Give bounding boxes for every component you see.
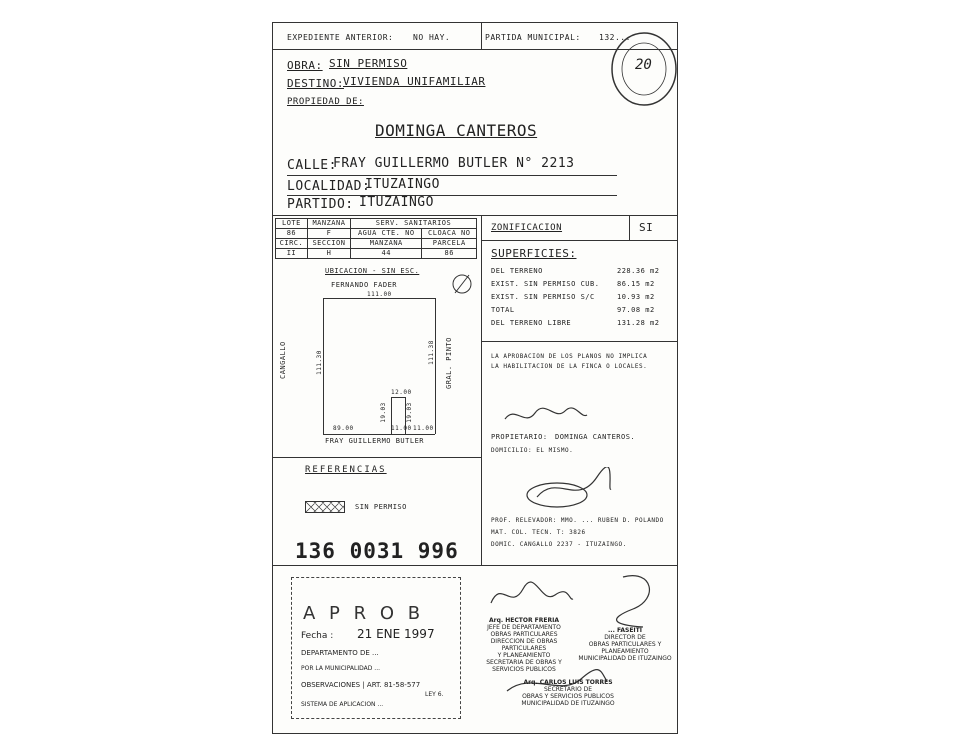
left-street: CANGALLO — [279, 341, 287, 379]
dim-bottom-3: 11.00 — [413, 425, 434, 432]
destino-label: DESTINO: — [287, 77, 344, 90]
superficie-label: DEL TERRENO — [491, 267, 543, 275]
official3-line: OBRAS Y SERVICIOS PUBLICOS — [522, 693, 614, 700]
official2-line: ... FASEITI — [608, 627, 642, 634]
official1-line: SERVICIOS PUBLICOS — [492, 666, 556, 673]
manzana-value: F — [307, 229, 350, 239]
propiedad-label: PROPIEDAD DE: — [287, 97, 364, 107]
destino-value: VIVIENDA UNIFAMILIAR — [343, 75, 486, 88]
approval-line-b: OBSERVACIONES | ART. 81-58-577 — [301, 681, 421, 689]
profesional-line-3: DOMIC. CANGALLO 2237 - ITUZAINGO. — [491, 541, 627, 548]
dim-bottom-1: 89.00 — [333, 425, 354, 432]
superficie-value: 131.28 m2 — [617, 319, 660, 327]
manzana2-value: 44 — [351, 249, 422, 259]
disclaimer-line-1: LA APROBACION DE LOS PLANOS NO IMPLICA — [491, 353, 648, 360]
approval-word: A P R O B — [303, 603, 425, 624]
manzana2-header: MANZANA — [351, 239, 422, 249]
circ-header: CIRC. — [276, 239, 308, 249]
lote-value: 86 — [276, 229, 308, 239]
zonificacion-label: ZONIFICACION — [491, 223, 563, 233]
official2-signature — [593, 569, 663, 629]
profesional-line-2: MAT. COL. TECN. T: 3826 — [491, 529, 586, 536]
dim-small-right: 19.03 — [405, 402, 413, 423]
propietario-domicilio: DOMICILIO: EL MISMO. — [491, 447, 574, 454]
superficie-label: DEL TERRENO LIBRE — [491, 319, 572, 327]
seccion-header: SECCION — [307, 239, 350, 249]
calle-label: CALLE: — [287, 158, 337, 173]
official1-line: JEFE DE DEPARTAMENTO — [487, 624, 561, 631]
localidad-label: LOCALIDAD: — [287, 179, 371, 194]
official3-block — [513, 679, 623, 707]
superficie-value: 228.36 m2 — [617, 267, 660, 275]
obra-value: SIN PERMISO — [329, 57, 408, 70]
referencias-item: SIN PERMISO — [355, 503, 407, 511]
partida-value: 132... — [599, 33, 631, 42]
disclaimer-line-2: LA HABILITACION DE LA FINCA O LOCALES. — [491, 363, 648, 370]
fecha-value: 21 ENE 1997 — [357, 627, 435, 641]
official3-line: Arq. CARLOS LUIS TORRES — [523, 679, 613, 686]
approval-line-c: SISTEMA DE APLICACION ... — [301, 701, 384, 708]
owner-signature — [501, 403, 591, 427]
obra-label: OBRA: — [287, 59, 323, 72]
official2-line: PLANEAMIENTO — [601, 648, 649, 655]
lote-header: LOTE — [276, 219, 308, 229]
seal-number: 20 — [635, 57, 652, 73]
official1-line: DIRECCION DE OBRAS PARTICULARES — [490, 638, 558, 652]
partido-value: ITUZAINGO — [359, 195, 434, 210]
north-arrow-icon — [451, 271, 473, 297]
referencias-title: REFERENCIAS — [305, 465, 387, 475]
official3-line: MUNICIPALIDAD DE ITUZAINGO — [521, 700, 615, 707]
stamp-number: 136 0031 996 — [295, 539, 459, 563]
owner-name: DOMINGA CANTEROS — [375, 121, 538, 140]
approval-line-a: POR LA MUNICIPALIDAD ... — [301, 665, 381, 672]
servicios-header: SERV. SANITARIOS — [351, 219, 477, 229]
official3-line: SECRETARIO DE — [543, 686, 593, 693]
official1-line: Arq. HECTOR FRERIA — [488, 617, 559, 624]
dim-right: 111.38 — [427, 340, 435, 365]
dim-top: 111.00 — [367, 291, 392, 298]
fecha-label: Fecha : — [301, 631, 334, 641]
bottom-street: FRAY GUILLERMO BUTLER — [325, 437, 425, 445]
professional-signature — [517, 467, 613, 513]
superficie-value: 97.08 m2 — [617, 306, 655, 314]
agua-value: AGUA CTE. NO — [351, 229, 422, 239]
localidad-value: ITUZAINGO — [365, 177, 440, 192]
hatch-swatch-icon — [305, 501, 345, 513]
official1-line: OBRAS PARTICULARES — [490, 631, 558, 638]
superficie-label: EXIST. SIN PERMISO S/C — [491, 293, 595, 301]
circ-value: II — [276, 249, 308, 259]
partida-label: PARTIDA MUNICIPAL: — [485, 33, 581, 42]
expediente-label: EXPEDIENTE ANTERIOR: — [287, 33, 394, 42]
cloaca-value: CLOACA NO — [422, 229, 477, 239]
official2-line: MUNICIPALIDAD DE ITUZAINGO — [578, 655, 672, 662]
propietario-value: DOMINGA CANTEROS. — [555, 433, 636, 441]
expediente-value: NO HAY. — [413, 33, 451, 42]
official2-block — [573, 627, 677, 662]
lot-table — [275, 218, 477, 259]
official1-signature — [485, 575, 575, 615]
calle-value: FRAY GUILLERMO BUTLER N° 2213 — [333, 156, 575, 171]
approval-ley: LEY 6. — [425, 691, 444, 698]
superficies-title: SUPERFICIES: — [491, 247, 577, 260]
official2-line: OBRAS PARTICULARES Y — [588, 641, 662, 648]
ubicacion-title: UBICACION - SIN ESC. — [325, 267, 420, 275]
official2-line: DIRECTOR DE — [604, 634, 646, 641]
dim-left: 111.30 — [315, 350, 323, 375]
right-street: GRAL. PINTO — [445, 337, 453, 389]
seccion-value: H — [307, 249, 350, 259]
manzana-header: MANZANA — [307, 219, 350, 229]
dim-small-left: 19.03 — [379, 402, 387, 423]
top-street: FERNANDO FADER — [331, 281, 398, 289]
official1-line: SECRETARIA DE OBRAS Y — [486, 659, 562, 666]
official1-line: Y PLANEAMIENTO — [497, 652, 551, 659]
dim-bottom-2: 11.00 — [391, 425, 412, 432]
partido-label: PARTIDO: — [287, 197, 354, 212]
parcela-header: PARCELA — [422, 239, 477, 249]
superficie-label: EXIST. SIN PERMISO CUB. — [491, 280, 600, 288]
plan-sheet — [272, 22, 678, 734]
dim-small-top: 12.00 — [391, 389, 412, 396]
zonificacion-value: SI — [639, 221, 654, 234]
superficie-value: 10.93 m2 — [617, 293, 655, 301]
profesional-line-1: PROF. RELEVADOR: MMO. ... RUBEN D. POLANDO — [491, 517, 664, 524]
propietario-label: PROPIETARIO: — [491, 433, 548, 441]
parcela-value: 86 — [422, 249, 477, 259]
superficie-label: TOTAL — [491, 306, 515, 314]
approval-dept: DEPARTAMENTO DE ... — [301, 649, 379, 657]
superficie-value: 86.15 m2 — [617, 280, 655, 288]
